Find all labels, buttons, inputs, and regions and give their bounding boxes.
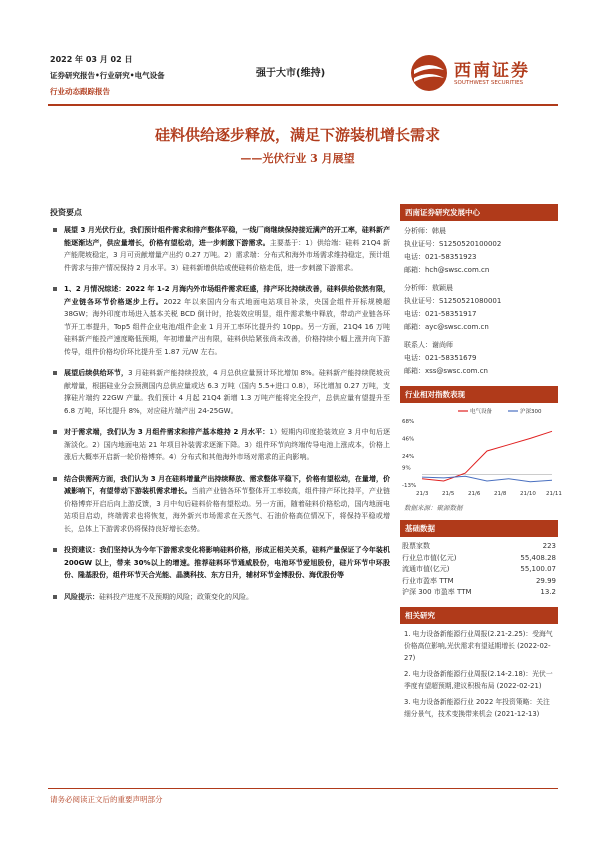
basic-data-heading: 基础数据 [400, 520, 558, 537]
data-row: 沪深 300 市盈率 TTM 13.2 [402, 588, 556, 596]
basic-data-table [400, 537, 558, 599]
bullet-point: 对于需求端，我们认为 3 月组件需求和排产基本维持 2 月水平：1）短期内印度抢装效应 3 月中旬后逐渐淡化。2）国内地面电站 21 年项目补装需求逐渐下降。3）组件环节向终端传导电池上涨成本，价格上涨后大概率开启新一轮价格博弈。4）分布式和其他海外市场对需求的正向影响。 [50, 426, 390, 464]
x-tick-label: 21/5 [442, 491, 455, 497]
y-tick-label: 24% [402, 453, 415, 460]
analyst-block: 分析师：韩晨 执业证号：S1250520100002 电话：021-58351923 邮箱：hch@swsc.com.cn 分析师：敖颖晨 执业证号：S1250521080001 电话：021-58351917 邮箱：ayc@swsc.com.cn 联系人：谢尚师 电话：021-58351679 邮箱：xss@swsc.com.cn [404, 227, 502, 375]
x-tick-label: 21/10 [520, 491, 536, 497]
chart-heading: 行业相对指数表现 [400, 386, 558, 403]
bullet-point: 展望 3 月光伏行业，我们预计组件需求和排产整体平稳，一线厂商继续保持接近满产的开工率，硅料新产能逐渐达产，供应量增长，价格有望松动，进一步刺激下游需求。主要基于：1）供给端：硅料 21Q4 新产能爬坡稳定，3 月可贡献增量产出约 0.27 万吨。2）需求端：分布式和海外市场需求维持稳定，预计组件需求与排产情况保持 2 月水平。3）硅料新增供给或使硅料价格走低，进一步刺激下游需求。 [50, 224, 390, 274]
data-row: 股票家数 223 [402, 542, 556, 550]
legend-label-sector: 电气设备 [470, 409, 493, 415]
section-title-investment: 投资要点 [50, 208, 82, 217]
report-date: 2022 年 03 月 02 日 [50, 55, 133, 64]
company-logo [408, 52, 558, 94]
related-report-link[interactable]: 3. 电力设备新能源行业 2022 年投资策略：关注细分景气，技术变换带来机会 (2021-12-13) [404, 697, 550, 718]
x-tick-label: 21/6 [468, 491, 481, 497]
series-line-sector [422, 431, 552, 481]
report-type: 行业动态跟踪报告 [50, 87, 110, 96]
y-tick-label: 9% [402, 465, 411, 472]
related-research-heading: 相关研究 [400, 607, 558, 624]
related-report-link[interactable]: 2. 电力设备新能源行业周报(2.14-2.18)：光伏一季度有望超预期,建议积极布局 (2022-02-21) [404, 669, 553, 690]
analyst-heading: 西南证券研究发展中心 [400, 204, 558, 221]
rating: 强于大市(维持) [256, 68, 326, 79]
y-tick-label: -13% [402, 483, 417, 489]
x-tick-label: 21/11 [546, 491, 562, 497]
bullet-point: 展望后续供给环节，3 月硅料新产能持续投放，4 月总供应量预计环比增加 8%。硅料新产能持续爬坡贡献增量，根据硅业分会预测国内总供应量或达 6.3 万吨（国内 5.5+进口 0.8），环比增加 0.27 万吨，支撑硅片端约 22GW 产量。我们预计 4 月起 21Q4 新增 1.3 万吨产能将完全投产，总供应量有望提升至 6.8 万吨，环比提升 8%，对应硅片端产出 24-25GW。 [50, 367, 390, 417]
bullet-point: 投资建议：我们坚持认为今年下游需求变化将影响硅料价格，形成正相关关系，硅料产量保证了今年装机 200GW 以上，带来 30%以上的增速。推荐硅料环节通威股份，电池环节爱旭股份，硅片环节中环股份、隆基股份，组件环节天合光能、晶澳科技、东方日升，辅材环节金博股份、海优股份等 [50, 544, 390, 582]
page-subtitle: ——光伏行业 3 月展望 [240, 152, 355, 165]
chart-source: 数据来源：聚源数据 [404, 504, 463, 512]
relative-index-chart [400, 403, 562, 501]
bullet-point: 1、2 月情况综述：2022 年 1-2 月海内外市场组件需求旺盛，排产环比持续改善，硅料供给依然有限，产业链各环节价格逐步上行。2022 年以来国内分布式地面电站项目补录，央国企组件开标规模超 38GW；海外印度市场进入基本关税 BCD 倒计时，抢装效应明显，组件需求集中释放，带动产业链各环节开工率提升，Top5 组件企业电池/组件企业 1 月开工率环比提升约 10pp。另一方面，21Q4 16 万吨硅料新产能投产速度略低预期，年初增量产出有限，硅料供给紧张尚未改善，价格持续小幅上涨并向下游传导，组件价格均价环比提升至 1.87 元/W 左右。 [50, 283, 390, 358]
data-row: 行业市盈率 TTM 29.99 [402, 576, 556, 585]
y-tick-label: 68% [402, 419, 415, 425]
footer-disclaimer: 请务必阅读正文后的重要声明部分 [50, 795, 163, 804]
sidebar [400, 204, 562, 720]
x-tick-label: 21/3 [416, 491, 429, 497]
bullet-point: 结合供需两方面，我们认为 3 月在硅料增量产出持续释放、需求整体平稳下，价格有望松动，在量增，价减影响下，有望带动下游装机需求增长。当前产业链各环节整体开工率较高，组件排产环比持平，产业链价格博弈开启后向上游反馈，3 月中旬后硅料价格有望松动。另一方面，随着硅料价格松动，国内地面电站项目启动，终端需求也将恢复，海外新兴市场需求在天然气、石油价格高位情况下，将保持平稳或增长，总体上下游需求仍将保持良好增长态势。 [50, 473, 390, 536]
logo-text-cn: 西南证券 [454, 61, 530, 81]
related-report-link[interactable]: 1. 电力设备新能源行业周报(2.21-2.25)：受海气价格高位影响,光伏需求有望延期增长 (2022-02-27) [404, 629, 553, 662]
data-row: 行业总市值(亿元) 55,408.28 [402, 553, 556, 562]
footer-divider [48, 788, 558, 789]
y-tick-label: 46% [402, 436, 415, 443]
x-tick-label: 21/8 [494, 491, 507, 497]
risk-warning: 风险提示：硅料投产进度不及预期的风险；政策变化的风险。 [50, 591, 390, 604]
logo-text-en: SOUTHWEST SECURITIES [454, 80, 524, 86]
data-row: 流通市值(亿元) 55,100.07 [402, 565, 556, 573]
header-divider [48, 104, 558, 106]
chart-svg [400, 403, 562, 501]
page-title: 硅料供给逐步释放，满足下游装机增长需求 [154, 126, 440, 144]
report-category: 证券研究报告•行业研究•电气设备 [50, 71, 165, 80]
legend-label-index: 沪深300 [520, 409, 542, 415]
investment-points [50, 224, 390, 603]
